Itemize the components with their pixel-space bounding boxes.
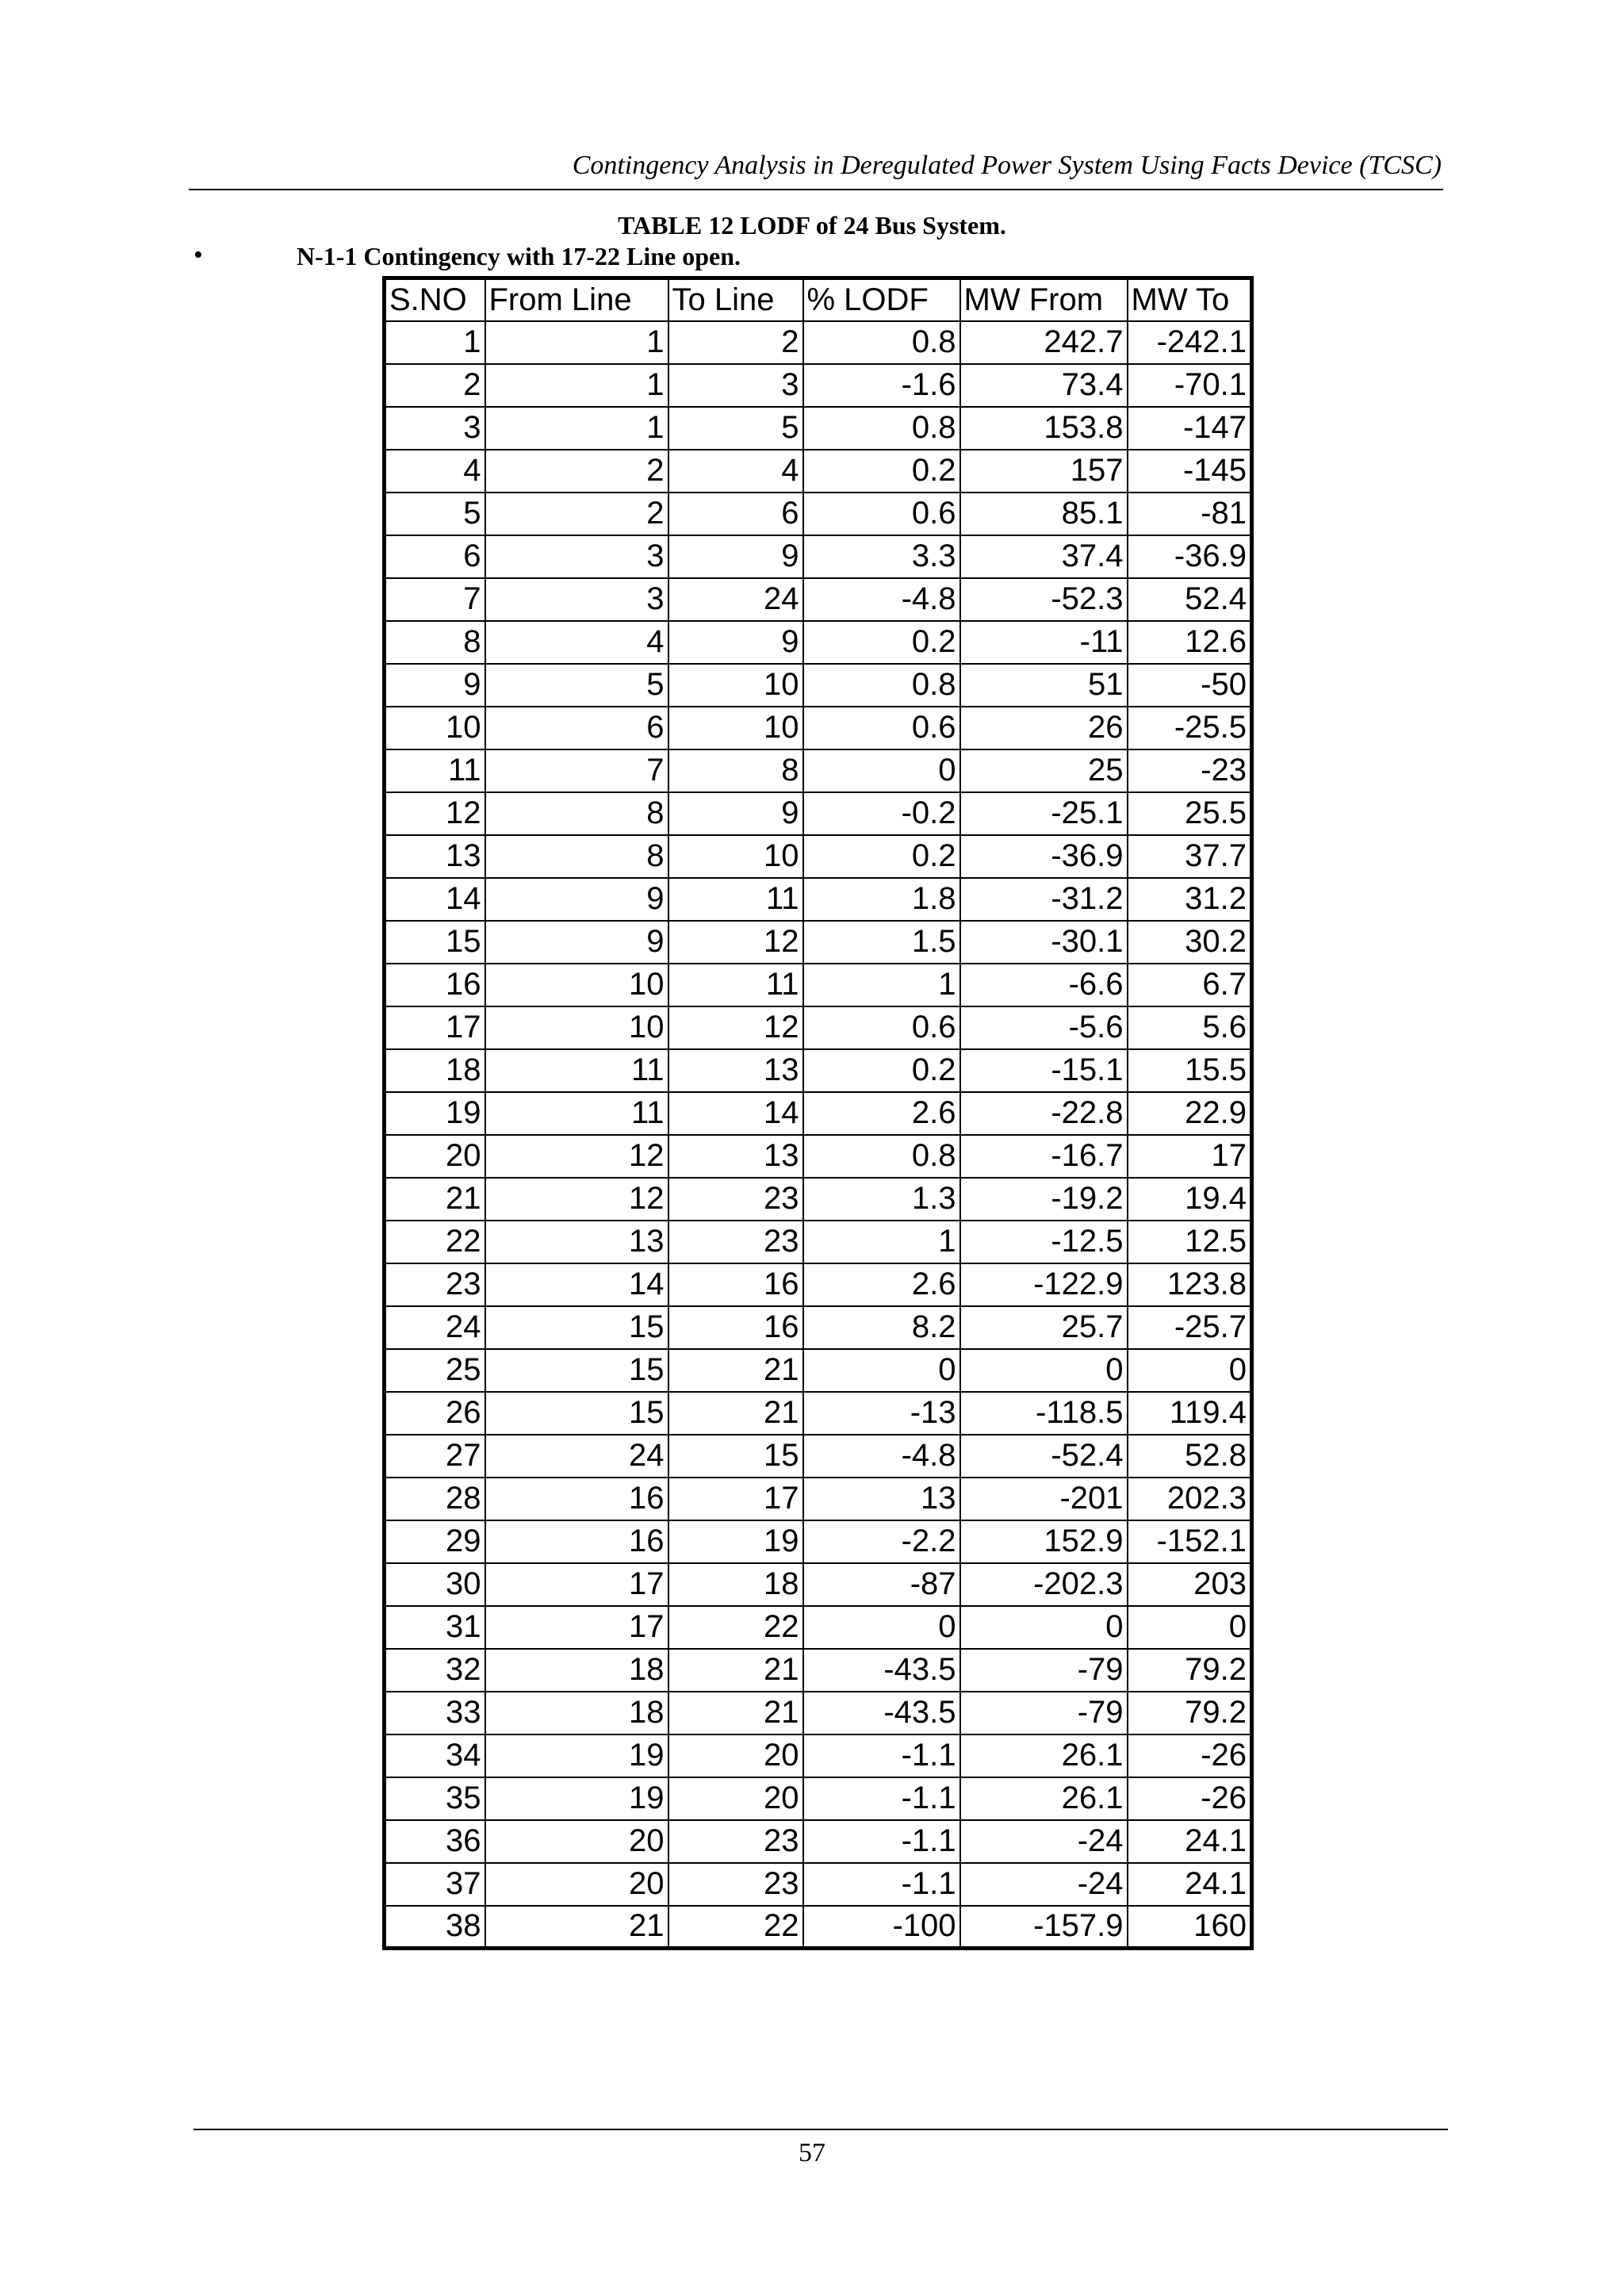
cell-sno: 32 <box>385 1649 485 1692</box>
lodf-table <box>382 276 1254 1950</box>
cell-to-line: 9 <box>668 792 803 835</box>
cell-lodf: 0.6 <box>803 493 960 535</box>
cell-mw-from: 25.7 <box>960 1306 1128 1349</box>
cell-mw-from: -24 <box>960 1863 1128 1906</box>
cell-mw-to: -147 <box>1128 407 1252 450</box>
cell-from-line: 15 <box>485 1349 668 1392</box>
table-row <box>385 878 1252 921</box>
cell-to-line: 4 <box>668 450 803 493</box>
table-row <box>385 321 1252 364</box>
table-row <box>385 1006 1252 1049</box>
cell-mw-from: -6.6 <box>960 964 1128 1006</box>
cell-mw-to: 5.6 <box>1128 1006 1252 1049</box>
cell-from-line: 1 <box>485 364 668 407</box>
cell-mw-to: 0 <box>1128 1349 1252 1392</box>
cell-mw-to: 24.1 <box>1128 1863 1252 1906</box>
cell-mw-from: 37.4 <box>960 535 1128 578</box>
cell-mw-to: 22.9 <box>1128 1092 1252 1135</box>
cell-from-line: 6 <box>485 707 668 749</box>
cell-sno: 6 <box>385 535 485 578</box>
cell-from-line: 5 <box>485 664 668 707</box>
cell-mw-to: 17 <box>1128 1135 1252 1178</box>
cell-from-line: 17 <box>485 1563 668 1606</box>
cell-mw-from: -24 <box>960 1820 1128 1863</box>
cell-mw-to: -23 <box>1128 749 1252 792</box>
table-row <box>385 1349 1252 1392</box>
page-number: 57 <box>799 2138 825 2168</box>
cell-from-line: 10 <box>485 964 668 1006</box>
cell-sno: 8 <box>385 621 485 664</box>
cell-sno: 7 <box>385 578 485 621</box>
cell-sno: 15 <box>385 921 485 964</box>
cell-mw-to: 123.8 <box>1128 1263 1252 1306</box>
cell-sno: 19 <box>385 1092 485 1135</box>
cell-from-line: 2 <box>485 450 668 493</box>
cell-from-line: 24 <box>485 1435 668 1478</box>
cell-mw-from: -12.5 <box>960 1221 1128 1263</box>
cell-mw-from: -118.5 <box>960 1392 1128 1435</box>
cell-lodf: 1.3 <box>803 1178 960 1221</box>
table-row <box>385 1563 1252 1606</box>
cell-sno: 35 <box>385 1777 485 1820</box>
cell-to-line: 5 <box>668 407 803 450</box>
cell-mw-to: -26 <box>1128 1734 1252 1777</box>
table-row <box>385 621 1252 664</box>
cell-sno: 27 <box>385 1435 485 1478</box>
cell-sno: 21 <box>385 1178 485 1221</box>
cell-to-line: 10 <box>668 707 803 749</box>
cell-mw-to: -81 <box>1128 493 1252 535</box>
cell-mw-to: 52.4 <box>1128 578 1252 621</box>
cell-to-line: 19 <box>668 1520 803 1563</box>
cell-from-line: 16 <box>485 1520 668 1563</box>
cell-from-line: 15 <box>485 1392 668 1435</box>
cell-mw-to: -26 <box>1128 1777 1252 1820</box>
table-row <box>385 1734 1252 1777</box>
cell-lodf: 1.5 <box>803 921 960 964</box>
cell-mw-from: 51 <box>960 664 1128 707</box>
header-rule <box>189 189 1443 190</box>
cell-sno: 34 <box>385 1734 485 1777</box>
cell-mw-to: -242.1 <box>1128 321 1252 364</box>
contingency-heading: N-1-1 Contingency with 17-22 Line open. <box>297 242 741 270</box>
cell-mw-from: 152.9 <box>960 1520 1128 1563</box>
cell-sno: 3 <box>385 407 485 450</box>
cell-lodf: -13 <box>803 1392 960 1435</box>
cell-lodf: 0.6 <box>803 707 960 749</box>
cell-from-line: 15 <box>485 1306 668 1349</box>
cell-lodf: -0.2 <box>803 792 960 835</box>
col-header-from-line: From Line <box>485 278 668 321</box>
cell-from-line: 14 <box>485 1263 668 1306</box>
cell-to-line: 22 <box>668 1906 803 1949</box>
cell-lodf: 8.2 <box>803 1306 960 1349</box>
cell-mw-to: 37.7 <box>1128 835 1252 878</box>
cell-to-line: 21 <box>668 1649 803 1692</box>
cell-sno: 13 <box>385 835 485 878</box>
cell-mw-to: 19.4 <box>1128 1178 1252 1221</box>
cell-mw-to: 202.3 <box>1128 1478 1252 1520</box>
cell-to-line: 18 <box>668 1563 803 1606</box>
cell-to-line: 17 <box>668 1478 803 1520</box>
cell-lodf: 3.3 <box>803 535 960 578</box>
cell-mw-from: 73.4 <box>960 364 1128 407</box>
table-caption: TABLE 12 LODF of 24 Bus System. <box>618 211 1006 240</box>
cell-lodf: -2.2 <box>803 1520 960 1563</box>
cell-sno: 37 <box>385 1863 485 1906</box>
cell-mw-from: -30.1 <box>960 921 1128 964</box>
cell-sno: 23 <box>385 1263 485 1306</box>
cell-sno: 17 <box>385 1006 485 1049</box>
cell-sno: 20 <box>385 1135 485 1178</box>
table-row <box>385 1178 1252 1221</box>
cell-mw-from: -157.9 <box>960 1906 1128 1949</box>
cell-sno: 16 <box>385 964 485 1006</box>
cell-lodf: -4.8 <box>803 1435 960 1478</box>
cell-to-line: 14 <box>668 1092 803 1135</box>
cell-lodf: 2.6 <box>803 1092 960 1135</box>
table-body <box>385 321 1252 1949</box>
table-header <box>385 278 1252 321</box>
cell-sno: 36 <box>385 1820 485 1863</box>
cell-to-line: 2 <box>668 321 803 364</box>
cell-sno: 2 <box>385 364 485 407</box>
col-header-mw-from: MW From <box>960 278 1128 321</box>
cell-from-line: 18 <box>485 1649 668 1692</box>
cell-mw-from: -52.4 <box>960 1435 1128 1478</box>
table-row <box>385 407 1252 450</box>
cell-mw-to: -36.9 <box>1128 535 1252 578</box>
cell-mw-from: 26 <box>960 707 1128 749</box>
table-row <box>385 1692 1252 1734</box>
table-row <box>385 1777 1252 1820</box>
cell-to-line: 3 <box>668 364 803 407</box>
cell-mw-to: -70.1 <box>1128 364 1252 407</box>
cell-from-line: 9 <box>485 921 668 964</box>
table-row <box>385 1520 1252 1563</box>
running-header: Contingency Analysis in Deregulated Power System Using Facts Device (TCSC) <box>572 151 1442 180</box>
cell-mw-from: 85.1 <box>960 493 1128 535</box>
cell-mw-from: -202.3 <box>960 1563 1128 1606</box>
cell-mw-from: -31.2 <box>960 878 1128 921</box>
cell-from-line: 1 <box>485 407 668 450</box>
cell-sno: 26 <box>385 1392 485 1435</box>
cell-sno: 24 <box>385 1306 485 1349</box>
cell-from-line: 17 <box>485 1606 668 1649</box>
cell-from-line: 3 <box>485 535 668 578</box>
table-row <box>385 1863 1252 1906</box>
cell-to-line: 24 <box>668 578 803 621</box>
cell-lodf: -1.1 <box>803 1777 960 1820</box>
cell-from-line: 9 <box>485 878 668 921</box>
cell-to-line: 22 <box>668 1606 803 1649</box>
cell-to-line: 12 <box>668 1006 803 1049</box>
table-row <box>385 450 1252 493</box>
cell-from-line: 19 <box>485 1734 668 1777</box>
cell-mw-to: -50 <box>1128 664 1252 707</box>
cell-lodf: -43.5 <box>803 1692 960 1734</box>
cell-lodf: 1 <box>803 964 960 1006</box>
cell-to-line: 23 <box>668 1221 803 1263</box>
footer-rule <box>193 2129 1448 2130</box>
cell-lodf: -100 <box>803 1906 960 1949</box>
cell-sno: 1 <box>385 321 485 364</box>
cell-mw-from: 0 <box>960 1606 1128 1649</box>
table-row <box>385 493 1252 535</box>
cell-to-line: 13 <box>668 1049 803 1092</box>
cell-mw-from: -201 <box>960 1478 1128 1520</box>
cell-to-line: 23 <box>668 1863 803 1906</box>
table-row <box>385 835 1252 878</box>
cell-to-line: 15 <box>668 1435 803 1478</box>
cell-mw-from: 26.1 <box>960 1734 1128 1777</box>
cell-to-line: 23 <box>668 1178 803 1221</box>
cell-mw-to: -152.1 <box>1128 1520 1252 1563</box>
table-row <box>385 1906 1252 1949</box>
cell-mw-to: -145 <box>1128 450 1252 493</box>
cell-to-line: 12 <box>668 921 803 964</box>
cell-to-line: 16 <box>668 1263 803 1306</box>
cell-sno: 11 <box>385 749 485 792</box>
cell-mw-to: 30.2 <box>1128 921 1252 964</box>
cell-lodf: -1.1 <box>803 1734 960 1777</box>
cell-lodf: -1.1 <box>803 1863 960 1906</box>
cell-mw-from: -19.2 <box>960 1178 1128 1221</box>
cell-lodf: 0.2 <box>803 450 960 493</box>
table-row <box>385 921 1252 964</box>
cell-mw-from: -25.1 <box>960 792 1128 835</box>
cell-from-line: 12 <box>485 1178 668 1221</box>
cell-to-line: 9 <box>668 535 803 578</box>
col-header-lodf: % LODF <box>803 278 960 321</box>
cell-sno: 14 <box>385 878 485 921</box>
cell-lodf: 0.6 <box>803 1006 960 1049</box>
cell-sno: 38 <box>385 1906 485 1949</box>
cell-to-line: 21 <box>668 1349 803 1392</box>
cell-sno: 12 <box>385 792 485 835</box>
table-row <box>385 664 1252 707</box>
cell-lodf: -1.6 <box>803 364 960 407</box>
table-row <box>385 1049 1252 1092</box>
cell-sno: 4 <box>385 450 485 493</box>
table-row <box>385 1221 1252 1263</box>
col-header-sno: S.NO <box>385 278 485 321</box>
cell-lodf: 13 <box>803 1478 960 1520</box>
table-row <box>385 1649 1252 1692</box>
cell-from-line: 8 <box>485 835 668 878</box>
cell-mw-to: -25.5 <box>1128 707 1252 749</box>
cell-to-line: 11 <box>668 878 803 921</box>
cell-to-line: 6 <box>668 493 803 535</box>
cell-to-line: 10 <box>668 664 803 707</box>
cell-from-line: 20 <box>485 1820 668 1863</box>
cell-mw-to: 52.8 <box>1128 1435 1252 1478</box>
cell-lodf: 0.8 <box>803 1135 960 1178</box>
table-row <box>385 1306 1252 1349</box>
cell-mw-to: 160 <box>1128 1906 1252 1949</box>
table-row <box>385 1435 1252 1478</box>
table-row <box>385 1478 1252 1520</box>
cell-to-line: 21 <box>668 1392 803 1435</box>
cell-to-line: 9 <box>668 621 803 664</box>
cell-from-line: 13 <box>485 1221 668 1263</box>
cell-to-line: 10 <box>668 835 803 878</box>
cell-mw-from: 25 <box>960 749 1128 792</box>
cell-to-line: 8 <box>668 749 803 792</box>
table-row <box>385 792 1252 835</box>
table-row <box>385 364 1252 407</box>
cell-to-line: 20 <box>668 1734 803 1777</box>
cell-mw-from: 0 <box>960 1349 1128 1392</box>
cell-from-line: 2 <box>485 493 668 535</box>
header-row <box>385 278 1252 321</box>
cell-sno: 28 <box>385 1478 485 1520</box>
table-row <box>385 1263 1252 1306</box>
cell-lodf: 0.2 <box>803 835 960 878</box>
cell-sno: 33 <box>385 1692 485 1734</box>
cell-mw-from: -52.3 <box>960 578 1128 621</box>
cell-mw-to: 31.2 <box>1128 878 1252 921</box>
cell-from-line: 1 <box>485 321 668 364</box>
cell-lodf: 0 <box>803 1349 960 1392</box>
cell-mw-from: -79 <box>960 1649 1128 1692</box>
cell-lodf: 0.8 <box>803 664 960 707</box>
table-row <box>385 1092 1252 1135</box>
cell-from-line: 21 <box>485 1906 668 1949</box>
cell-sno: 10 <box>385 707 485 749</box>
cell-mw-to: 203 <box>1128 1563 1252 1606</box>
cell-sno: 5 <box>385 493 485 535</box>
cell-lodf: 0.8 <box>803 321 960 364</box>
cell-lodf: -1.1 <box>803 1820 960 1863</box>
cell-from-line: 11 <box>485 1049 668 1092</box>
cell-mw-to: 25.5 <box>1128 792 1252 835</box>
cell-from-line: 16 <box>485 1478 668 1520</box>
cell-mw-from: 153.8 <box>960 407 1128 450</box>
table-row <box>385 1392 1252 1435</box>
cell-from-line: 12 <box>485 1135 668 1178</box>
cell-from-line: 8 <box>485 792 668 835</box>
cell-mw-to: 6.7 <box>1128 964 1252 1006</box>
col-header-to-line: To Line <box>668 278 803 321</box>
cell-to-line: 21 <box>668 1692 803 1734</box>
cell-sno: 30 <box>385 1563 485 1606</box>
cell-from-line: 19 <box>485 1777 668 1820</box>
cell-to-line: 20 <box>668 1777 803 1820</box>
table-row <box>385 1135 1252 1178</box>
cell-sno: 18 <box>385 1049 485 1092</box>
cell-sno: 25 <box>385 1349 485 1392</box>
cell-from-line: 4 <box>485 621 668 664</box>
cell-lodf: -87 <box>803 1563 960 1606</box>
cell-lodf: 0.2 <box>803 1049 960 1092</box>
table-row <box>385 707 1252 749</box>
cell-lodf: 2.6 <box>803 1263 960 1306</box>
cell-from-line: 10 <box>485 1006 668 1049</box>
cell-mw-from: -5.6 <box>960 1006 1128 1049</box>
cell-lodf: 1 <box>803 1221 960 1263</box>
cell-mw-from: 26.1 <box>960 1777 1128 1820</box>
table-row <box>385 1820 1252 1863</box>
col-header-mw-to: MW To <box>1128 278 1252 321</box>
cell-mw-to: 12.5 <box>1128 1221 1252 1263</box>
cell-to-line: 11 <box>668 964 803 1006</box>
cell-lodf: 0 <box>803 1606 960 1649</box>
cell-to-line: 16 <box>668 1306 803 1349</box>
table-row <box>385 1606 1252 1649</box>
cell-sno: 31 <box>385 1606 485 1649</box>
cell-mw-from: 157 <box>960 450 1128 493</box>
cell-to-line: 13 <box>668 1135 803 1178</box>
cell-lodf: -4.8 <box>803 578 960 621</box>
cell-mw-to: 79.2 <box>1128 1649 1252 1692</box>
cell-mw-to: 12.6 <box>1128 621 1252 664</box>
table-row <box>385 535 1252 578</box>
cell-mw-to: 79.2 <box>1128 1692 1252 1734</box>
cell-from-line: 11 <box>485 1092 668 1135</box>
cell-lodf: 0.8 <box>803 407 960 450</box>
cell-mw-from: -11 <box>960 621 1128 664</box>
cell-lodf: -43.5 <box>803 1649 960 1692</box>
cell-mw-from: -122.9 <box>960 1263 1128 1306</box>
cell-lodf: 1.8 <box>803 878 960 921</box>
cell-mw-to: -25.7 <box>1128 1306 1252 1349</box>
cell-mw-from: -22.8 <box>960 1092 1128 1135</box>
cell-sno: 9 <box>385 664 485 707</box>
cell-mw-from: -16.7 <box>960 1135 1128 1178</box>
table-row <box>385 964 1252 1006</box>
table-row <box>385 749 1252 792</box>
cell-lodf: 0.2 <box>803 621 960 664</box>
cell-from-line: 7 <box>485 749 668 792</box>
cell-from-line: 18 <box>485 1692 668 1734</box>
cell-sno: 22 <box>385 1221 485 1263</box>
cell-mw-from: -36.9 <box>960 835 1128 878</box>
cell-mw-to: 24.1 <box>1128 1820 1252 1863</box>
cell-mw-to: 15.5 <box>1128 1049 1252 1092</box>
cell-from-line: 20 <box>485 1863 668 1906</box>
cell-mw-from: -15.1 <box>960 1049 1128 1092</box>
table-row <box>385 578 1252 621</box>
cell-mw-from: -79 <box>960 1692 1128 1734</box>
cell-lodf: 0 <box>803 749 960 792</box>
cell-to-line: 23 <box>668 1820 803 1863</box>
cell-mw-to: 119.4 <box>1128 1392 1252 1435</box>
bullet-symbol: • <box>193 240 203 270</box>
cell-mw-to: 0 <box>1128 1606 1252 1649</box>
cell-sno: 29 <box>385 1520 485 1563</box>
cell-from-line: 3 <box>485 578 668 621</box>
cell-mw-from: 242.7 <box>960 321 1128 364</box>
